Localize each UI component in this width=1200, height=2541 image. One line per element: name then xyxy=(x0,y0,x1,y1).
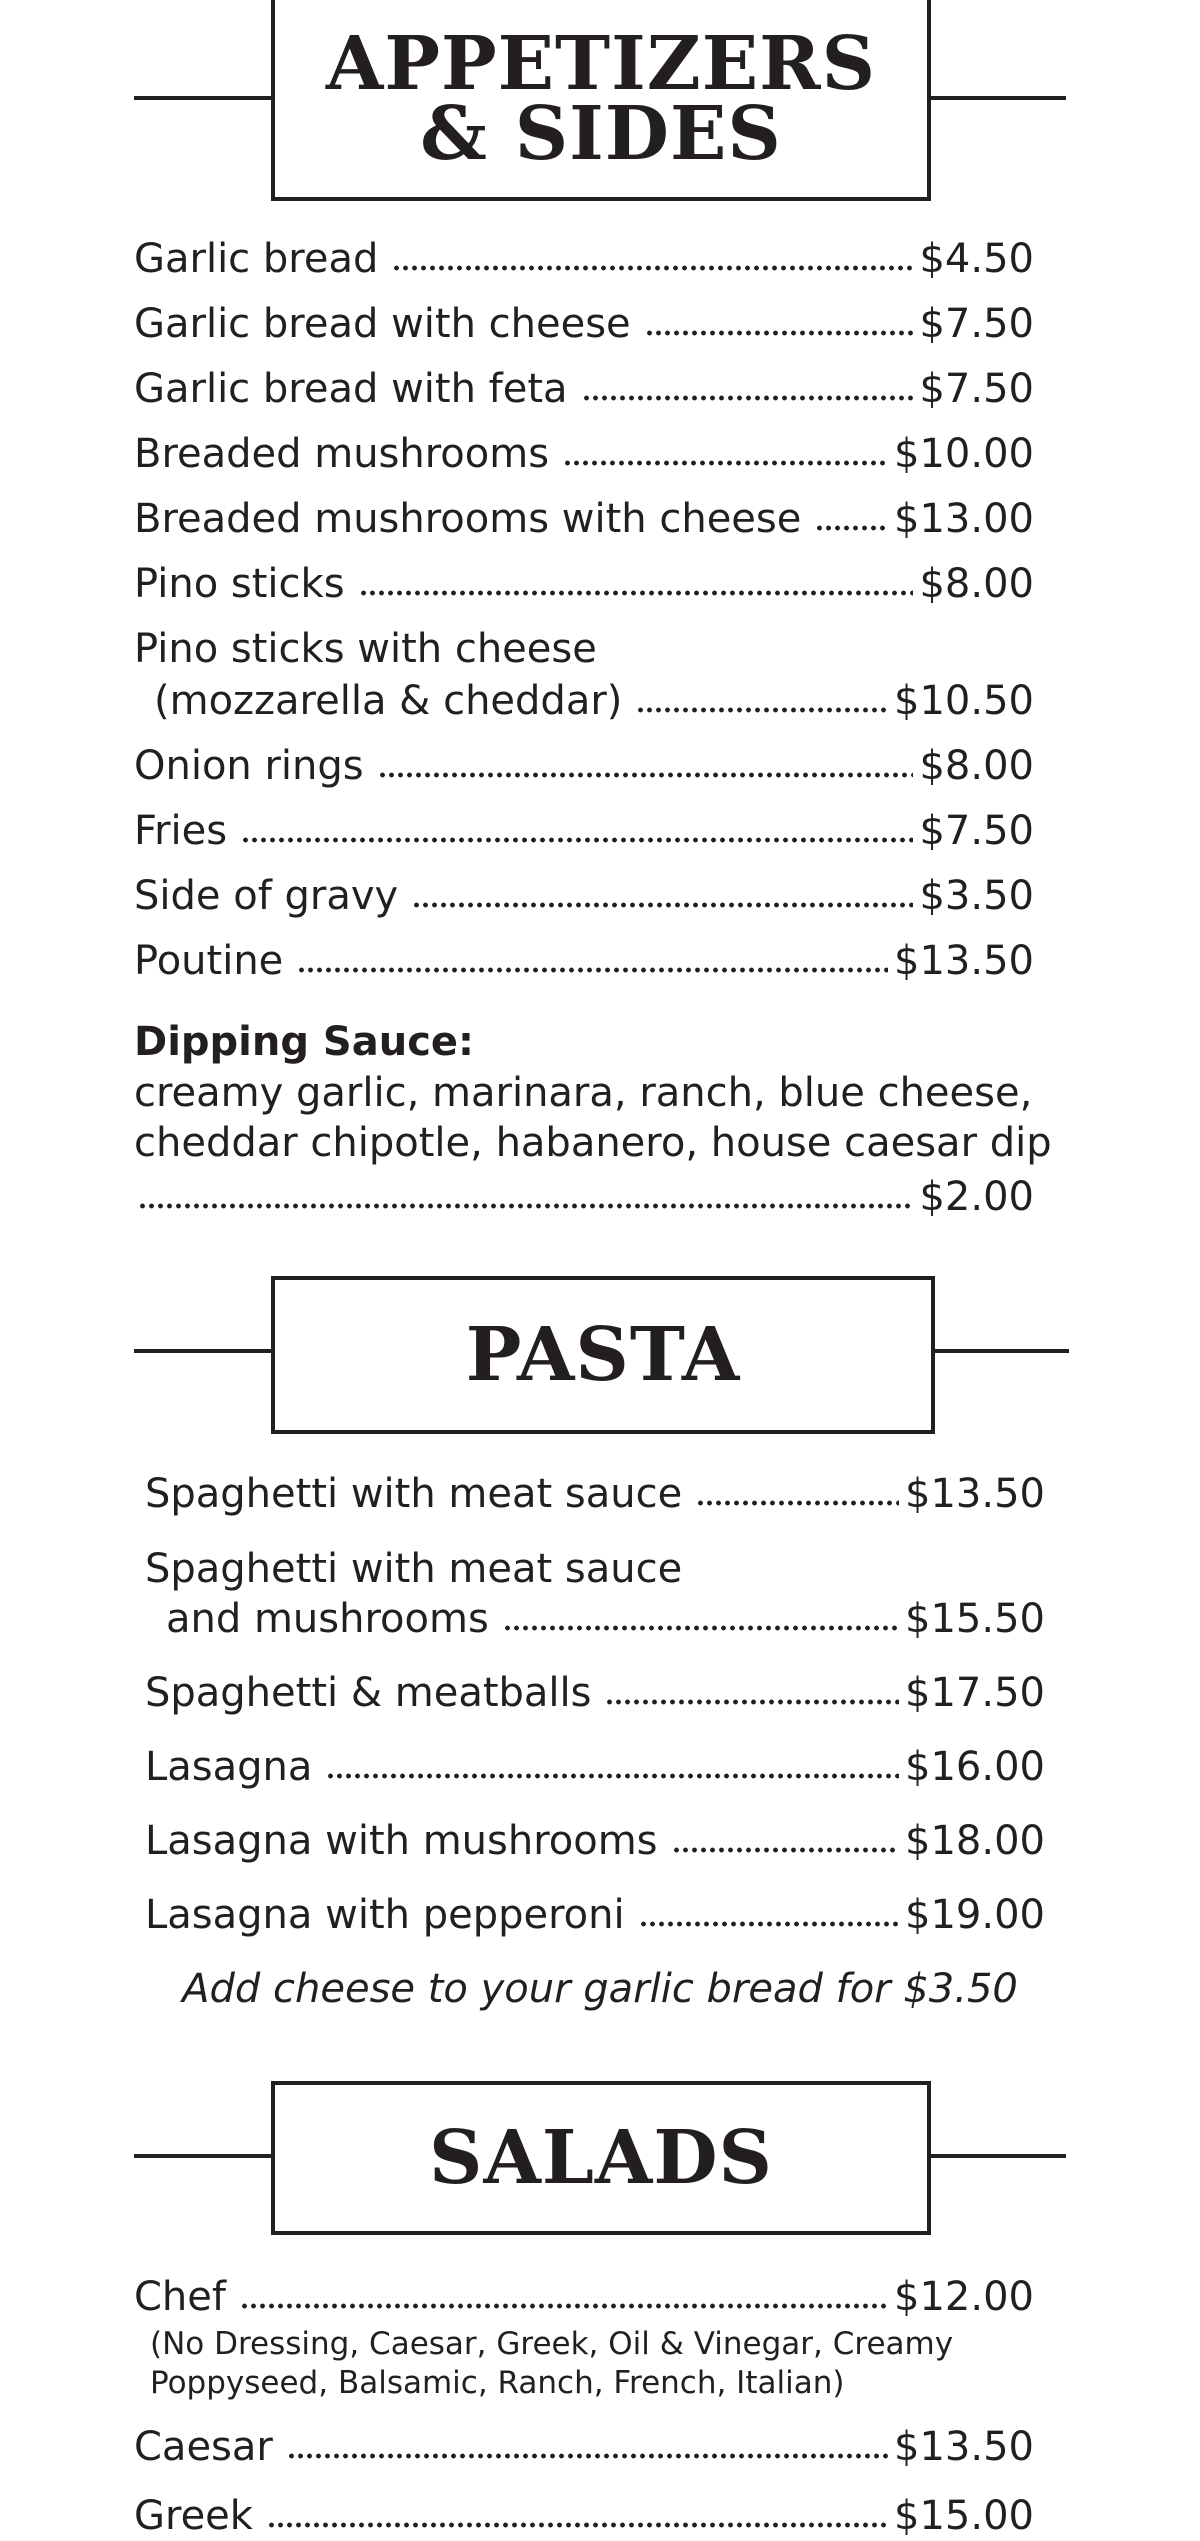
item-name-line1: Spaghetti with meat sauce xyxy=(145,1546,683,1592)
section-title: SALADS xyxy=(429,2115,773,2201)
item-name: Lasagna with mushrooms xyxy=(145,1818,658,1864)
item-price: $15.00 xyxy=(894,2493,1034,2539)
leader-dots xyxy=(503,1624,899,1632)
item-name: Garlic bread with feta xyxy=(134,366,568,412)
item-name: Garlic bread with cheese xyxy=(134,301,631,347)
menu-item xyxy=(134,299,1034,349)
menu-item xyxy=(145,1668,1045,1718)
item-name-line1: Pino sticks with cheese xyxy=(134,626,597,672)
item-name: Side of gravy xyxy=(134,873,399,919)
menu-item xyxy=(134,2422,1034,2472)
item-price: $18.00 xyxy=(905,1818,1045,1864)
leader-dots xyxy=(287,2452,888,2460)
leader-dots xyxy=(138,1202,913,1210)
item-price: $19.00 xyxy=(905,1892,1045,1938)
item-price: $15.50 xyxy=(905,1596,1045,1642)
appetizers-header xyxy=(0,0,1200,205)
item-name: Garlic bread xyxy=(134,236,379,282)
leader-dots xyxy=(241,836,913,844)
menu-item xyxy=(134,364,1034,414)
menu-item xyxy=(145,1890,1045,1940)
leader-dots xyxy=(392,264,913,272)
dipping-sauce-price-row xyxy=(134,1172,1034,1222)
section-title: APPETIZERS & SIDES xyxy=(325,20,877,177)
item-price: $12.00 xyxy=(894,2274,1034,2320)
pasta-note: Add cheese to your garlic bread for $3.50 xyxy=(182,1966,1018,2012)
item-name: Caesar xyxy=(134,2424,273,2470)
item-price: $16.00 xyxy=(905,1744,1045,1790)
leader-dots xyxy=(815,524,888,532)
header-rule-left xyxy=(134,2154,274,2158)
section-title: PASTA xyxy=(465,1312,741,1398)
item-name: Lasagna with pepperoni xyxy=(145,1892,625,1938)
menu-item xyxy=(145,1742,1045,1792)
leader-dots xyxy=(605,1698,899,1706)
item-name: Onion rings xyxy=(134,743,364,789)
leader-dots xyxy=(378,771,914,779)
menu-item xyxy=(145,1816,1045,1866)
dipping-sauce-list-line2: cheddar chipotle, habanero, house caesar dip xyxy=(134,1120,1052,1166)
leader-dots xyxy=(636,706,888,714)
menu-item xyxy=(134,429,1034,479)
header-rule-right xyxy=(929,1349,1069,1353)
leader-dots xyxy=(412,901,913,909)
leader-dots xyxy=(645,329,914,337)
header-rule-left xyxy=(134,1349,274,1353)
item-name: Chef xyxy=(134,2274,226,2320)
item-price: $2.00 xyxy=(919,1174,1034,1220)
item-name: Pino sticks xyxy=(134,561,345,607)
menu-item xyxy=(134,2491,1034,2541)
item-name: Breaded mushrooms with cheese xyxy=(134,496,802,542)
item-price: $7.50 xyxy=(919,301,1034,347)
leader-dots xyxy=(326,1772,899,1780)
leader-dots xyxy=(582,394,914,402)
leader-dots xyxy=(297,966,888,974)
item-name: Fries xyxy=(134,808,228,854)
leader-dots xyxy=(639,1920,899,1928)
item-price: $4.50 xyxy=(919,236,1034,282)
header-rule-right xyxy=(926,96,1066,100)
item-price: $13.00 xyxy=(894,496,1034,542)
pasta-header xyxy=(0,1276,1200,1436)
dipping-sauce-label: Dipping Sauce: xyxy=(134,1019,475,1065)
menu-item xyxy=(134,234,1034,284)
item-price: $17.50 xyxy=(905,1670,1045,1716)
salads-title-box xyxy=(271,2081,931,2235)
menu-item xyxy=(134,494,1034,544)
item-name: Breaded mushrooms xyxy=(134,431,550,477)
item-price: $3.50 xyxy=(919,873,1034,919)
item-price: $10.50 xyxy=(894,678,1034,724)
header-rule-right xyxy=(926,2154,1066,2158)
dipping-sauce-list-line1: creamy garlic, marinara, ranch, blue cheese, xyxy=(134,1070,1033,1116)
item-price: $13.50 xyxy=(894,938,1034,984)
menu-item xyxy=(134,806,1034,856)
item-name: Greek xyxy=(134,2493,253,2539)
menu-item xyxy=(134,936,1034,986)
item-name: and mushrooms xyxy=(166,1596,489,1642)
menu-item xyxy=(134,871,1034,921)
pasta-title-box xyxy=(271,1276,935,1434)
menu-item xyxy=(145,1469,1045,1519)
item-name: (mozzarella & cheddar) xyxy=(154,678,623,724)
item-name: Lasagna xyxy=(145,1744,313,1790)
item-price: $13.50 xyxy=(894,2424,1034,2470)
menu-item xyxy=(134,2272,1034,2322)
leader-dots xyxy=(359,589,914,597)
appetizers-title-box xyxy=(271,0,931,201)
item-price: $7.50 xyxy=(919,808,1034,854)
menu-item xyxy=(134,559,1034,609)
menu-item xyxy=(134,741,1034,791)
item-name: Poutine xyxy=(134,938,284,984)
item-price: $10.00 xyxy=(894,431,1034,477)
menu-item xyxy=(154,676,1034,726)
leader-dots xyxy=(267,2521,888,2529)
item-price: $7.50 xyxy=(919,366,1034,412)
salads-header xyxy=(0,2081,1200,2235)
menu-item xyxy=(166,1594,1045,1644)
item-price: $8.00 xyxy=(919,743,1034,789)
item-name: Spaghetti with meat sauce xyxy=(145,1471,683,1517)
item-description-line1: (No Dressing, Caesar, Greek, Oil & Vinegar, Creamy xyxy=(150,2326,954,2362)
leader-dots xyxy=(240,2302,888,2310)
header-rule-left xyxy=(134,96,274,100)
item-name: Spaghetti & meatballs xyxy=(145,1670,592,1716)
item-description-line2: Poppyseed, Balsamic, Ranch, French, Italian) xyxy=(150,2365,845,2401)
item-price: $8.00 xyxy=(919,561,1034,607)
item-price: $13.50 xyxy=(905,1471,1045,1517)
leader-dots xyxy=(696,1499,899,1507)
leader-dots xyxy=(672,1846,900,1854)
leader-dots xyxy=(563,459,888,467)
